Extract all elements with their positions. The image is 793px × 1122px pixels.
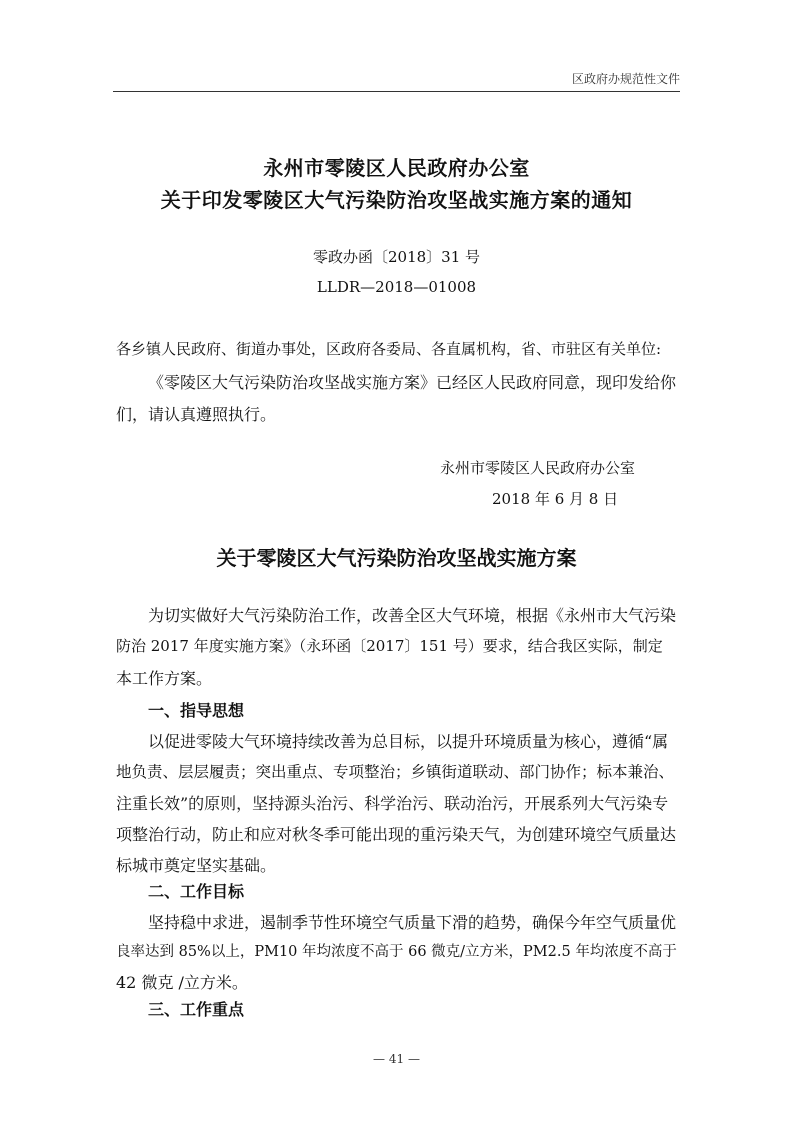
notice-body-line: 们，请认真遵照执行。 xyxy=(116,405,277,424)
addressee: 各乡镇人民政府、街道办事处，区政府各委局、各直属机构，省、市驻区有关单位: xyxy=(116,340,662,358)
section1-line: 项整治行动，防止和应对秋冬季可能出现的重污染天气，为创建环境空气质量达 xyxy=(116,825,677,844)
header-label: 区政府办规范性文件 xyxy=(571,72,680,86)
intro-line: 本工作方案。 xyxy=(116,669,213,688)
notice-title-line2: 关于印发零陵区大气污染防治攻坚战实施方案的通知 xyxy=(160,188,633,212)
intro-line: 防治 2017 年度实施方案》（永环函〔2017〕151 号）要求，结合我区实际，制定 xyxy=(116,637,663,655)
plan-title: 关于零陵区大气污染防治攻坚战实施方案 xyxy=(216,546,577,570)
section-heading: 二、工作目标 xyxy=(148,882,245,901)
signature-date: 2018 年 6 月 8 日 xyxy=(492,490,619,508)
section-heading: 一、指导思想 xyxy=(148,701,245,720)
section1-line: 标城市奠定坚实基础。 xyxy=(116,856,277,875)
section1-line: 以促进零陵大气环境持续改善为总目标，以提升环境质量为核心，遵循“属 xyxy=(148,732,669,751)
doc-number: 零政办函〔2018〕31 号 xyxy=(312,248,481,266)
page-number: — 41 — xyxy=(373,1052,420,1066)
section1-line: 注重长效”的原则，坚持源头治污、科学治污、联动治污，开展系列大气污染专 xyxy=(116,794,669,813)
section1-line: 地负责、层层履责；突出重点、专项整治；乡镇街道联动、部门协作；标本兼治、 xyxy=(116,763,675,781)
section-heading: 三、工作重点 xyxy=(148,1000,245,1019)
registration-number: LLDR—2018—01008 xyxy=(316,278,477,296)
section2-line: 良率达到 85%以上，PM10 年均浓度不高于 66 微克/立方米，PM2.5 年均浓度不高于 xyxy=(116,944,677,960)
notice-title-line1: 永州市零陵区人民政府办公室 xyxy=(263,156,530,180)
header-rule xyxy=(113,91,680,92)
signature-org: 永州市零陵区人民政府办公室 xyxy=(440,459,636,477)
intro-line: 为切实做好大气污染防治工作，改善全区大气环境，根据《永州市大气污染 xyxy=(148,606,677,625)
section2-line: 坚持稳中求进，遏制季节性环境空气质量下滑的趋势，确保今年空气质量优 xyxy=(148,913,677,932)
section2-line: 42 微克 /立方米。 xyxy=(116,973,248,992)
notice-body-line: 《零陵区大气污染防治攻坚战实施方案》已经区人民政府同意，现印发给你 xyxy=(148,373,677,392)
